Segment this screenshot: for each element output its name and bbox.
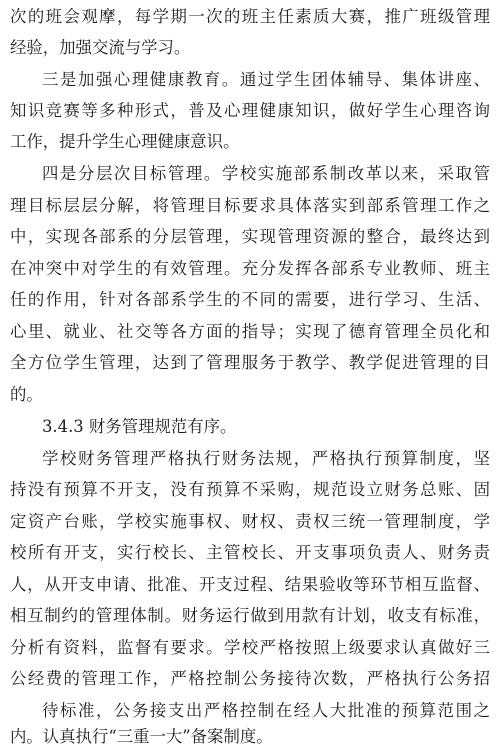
text-line: 中，实现各部系的分层管理，实现管理资源的整合，最终达到 <box>10 227 490 246</box>
text-line: 任的作用，针对各部系学生的不同的需要，进行学习、生活、 <box>10 290 490 309</box>
text-line: 学校财务管理严格执行财务法规，严格执行预算制度，坚 <box>42 449 490 468</box>
text-line: 三是加强心理健康教育。通过学生团体辅导、集体讲座、 <box>42 70 490 89</box>
text-line: 次的班会观摩，每学期一次的班主任素质大赛，推广班级管理 <box>10 7 490 26</box>
text-line: 知识竞赛等多种形式，普及心理健康知识，做好学生心理咨询 <box>10 101 490 120</box>
text-line: 理目标层层分解，将管理目标要求具体落实到部系管理工作之 <box>10 196 490 215</box>
text-line: 持没有预算不开支，没有预算不采购，规范设立财务总账、固 <box>10 480 490 499</box>
text-line: 内。认真执行“三重一大”备案制度。 <box>10 727 273 746</box>
text-line: 相互制约的管理体制。财务运行做到用款有计划，收支有标准， <box>10 606 490 625</box>
text-line: 定资产台账，学校实施事权、财权、责权三统一管理制度，学 <box>10 512 490 531</box>
text-line: 待标准，公务接支出严格控制在经人大批准的预算范围之 <box>42 701 490 720</box>
text-line: 四是分层次目标管理。学校实施部系制改革以来，采取管 <box>42 164 490 183</box>
text-line: 在冲突中对学生的有效管理。充分发挥各部系专业教师、班主 <box>10 259 490 278</box>
text-line: 的。 <box>10 385 43 404</box>
text-line: 人，从开支申请、批准、开支过程、结果验收等环节相互监督、 <box>10 575 490 594</box>
text-line: 心里、就业、社交等各方面的指导；实现了德育管理全员化和 <box>10 322 490 341</box>
text-line: 工作，提升学生心理健康意识。 <box>10 132 240 151</box>
text-line: 经验，加强交流与学习。 <box>10 38 191 57</box>
section-heading: 3.4.3 财务管理规范有序。 <box>42 417 237 436</box>
text-line: 公经费的管理工作，严格控制公务接待次数，严格执行公务招 <box>10 669 490 688</box>
text-line: 校所有开支，实行校长、主管校长、开支事项负责人、财务责 <box>10 543 490 562</box>
text-line: 全方位学生管理，达到了管理服务于教学、教学促进管理的目 <box>10 353 490 372</box>
text-line: 分析有资料，监督有要求。学校严格按照上级要求认真做好三 <box>10 638 490 657</box>
